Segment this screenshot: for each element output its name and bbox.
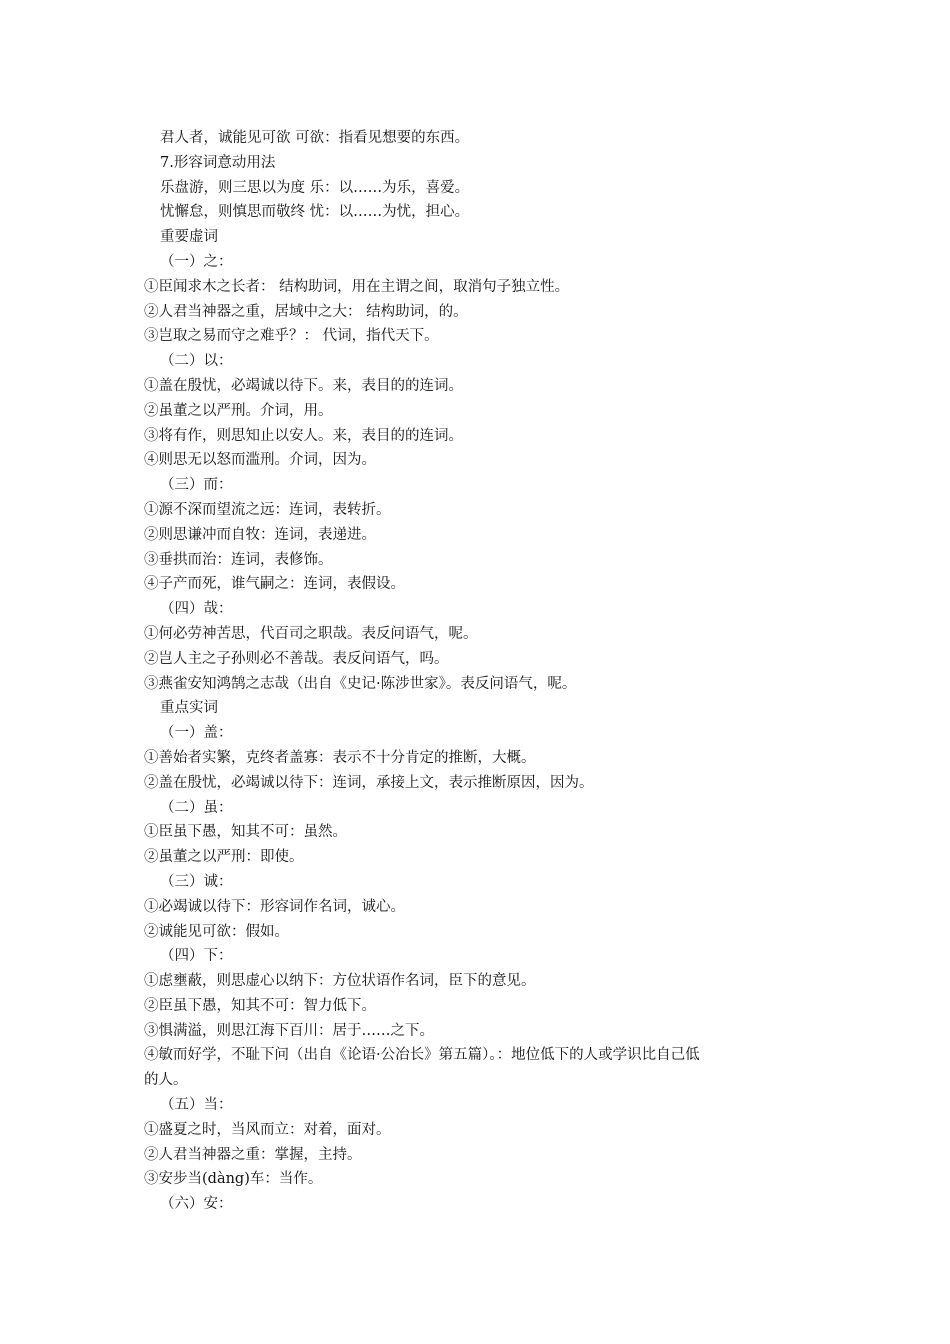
text-line: ①盖在殷忧，必竭诚以待下。来，表目的的连词。: [144, 377, 463, 394]
text-line: ②臣虽下愚，知其不可：智力低下。: [144, 997, 376, 1014]
text-line: （四）下：: [160, 948, 233, 965]
text-line: ①善始者实繁，克终者盖寡：表示不十分肯定的推断，大概。: [144, 749, 536, 766]
text-line: ③将有作，则思知止以安人。来，表目的的连词。: [144, 427, 463, 444]
text-line: （一）之：: [160, 253, 233, 270]
text-line: ①源不深而望流之远：连词，表转折。: [144, 501, 391, 518]
text-line: （五）当：: [160, 1097, 233, 1114]
text-line: 的人。: [144, 1072, 188, 1089]
text-line: 忧懈怠，则慎思而敬终 忧：以……为忧，担心。: [160, 204, 470, 221]
text-line: （一）盖：: [160, 725, 233, 742]
text-line: ①何必劳神苦思，代百司之职哉。表反问语气，呢。: [144, 625, 478, 642]
text-line: ①臣虽下愚，知其不可：虽然。: [144, 824, 347, 841]
text-line: ④子产而死，谁气嗣之：连词，表假设。: [144, 576, 405, 593]
text-line: 重点实词: [160, 700, 218, 717]
text-line: 重要虚词: [160, 229, 218, 246]
text-line: ③安步当(dàng)车：当作。: [144, 1171, 323, 1188]
text-line: ②人君当神器之重，居域中之大： 结构助词，的。: [144, 303, 468, 320]
text-line: ③惧满溢，则思江海下百川：居于……之下。: [144, 1022, 434, 1039]
text-line: ②虽董之以严刑：即使。: [144, 849, 304, 866]
text-line: ③燕雀安知鸿鹄之志哉（出自《史记·陈涉世家》。表反问语气，呢。: [144, 675, 577, 692]
text-line: ②则思谦冲而自牧：连词，表递进。: [144, 526, 376, 543]
text-line: （六）安：: [160, 1196, 233, 1213]
text-line: ②人君当神器之重：掌握，主持。: [144, 1146, 362, 1163]
text-line: （二）虽：: [160, 799, 233, 816]
text-line: ②岂人主之子孙则必不善哉。表反问语气，吗。: [144, 650, 449, 667]
text-line: 7.形容词意动用法: [160, 154, 276, 171]
text-line: 君人者，诚能见可欲 可欲：指看见想要的东西。: [160, 130, 470, 146]
text-line: ②诚能见可欲：假如。: [144, 923, 289, 940]
text-line: ①臣闻求木之长者： 结构助词，用在主谓之间，取消句子独立性。: [144, 278, 570, 295]
text-line: （二）以：: [160, 353, 233, 370]
text-line: ③岂取之易而守之难乎？： 代词，指代天下。: [144, 328, 439, 345]
text-line: （三）诚：: [160, 873, 233, 890]
text-line: ①盛夏之时，当风而立：对着，面对。: [144, 1121, 391, 1138]
text-line: （四）哉：: [160, 601, 233, 618]
text-line: ②盖在殷忧，必竭诚以待下：连词，承接上文，表示推断原因，因为。: [144, 774, 594, 791]
text-line: （三）而：: [160, 477, 233, 494]
text-line: 乐盘游，则三思以为度 乐：以……为乐，喜爱。: [160, 179, 470, 196]
text-line: ④敏而好学，不耻下问（出自《论语·公冶长》第五篇）。：地位低下的人或学识比自己低: [144, 1047, 700, 1064]
text-line: ①虑壅蔽，则思虚心以纳下：方位状语作名词，臣下的意见。: [144, 973, 536, 990]
text-line: ②虽董之以严刑。介词，用。: [144, 402, 333, 419]
text-line: ①必竭诚以待下：形容词作名词，诚心。: [144, 898, 405, 915]
text-line: ④则思无以怒而滥刑。介词，因为。: [144, 452, 376, 469]
text-line: ③垂拱而治：连词，表修饰。: [144, 551, 333, 568]
document-body: [144, 126, 814, 1217]
